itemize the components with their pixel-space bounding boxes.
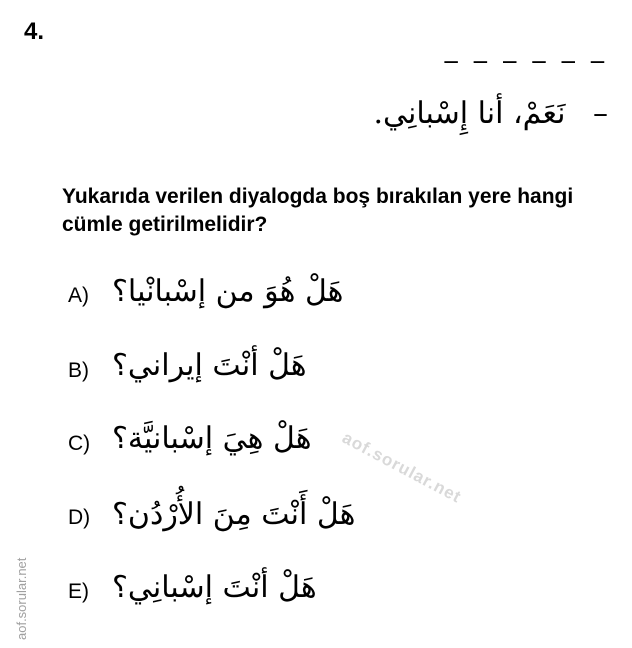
question-number: 4. bbox=[24, 18, 45, 45]
blank-dialog-line: _ _ _ _ _ _ bbox=[444, 34, 608, 64]
option-a-text[interactable]: هَلْ هُوَ من إسْبانْيا؟ bbox=[112, 274, 344, 309]
watermark-side: aof.sorular.net bbox=[14, 557, 29, 640]
option-d-text[interactable]: هَلْ أَنْتَ مِنَ الأُرْدُن؟ bbox=[112, 497, 356, 532]
question-prompt: Yukarıda verilen diyalogda boş bırakılan yere hangi cümle getirilmelidir? bbox=[62, 185, 574, 236]
option-c-text[interactable]: هَلْ هِيَ إسْبانيَّة؟ bbox=[112, 421, 312, 456]
dialog-answer-text: نَعَمْ، أنا إِسْبانِي. bbox=[373, 96, 566, 131]
option-e-letter[interactable]: E) bbox=[68, 580, 89, 603]
option-b-letter[interactable]: B) bbox=[68, 359, 89, 382]
option-a-letter[interactable]: A) bbox=[68, 284, 89, 307]
dialog-answer-line bbox=[374, 96, 608, 131]
option-b-text[interactable]: هَلْ أنْتَ إيراني؟ bbox=[112, 348, 307, 383]
dialog-dash: – bbox=[593, 96, 608, 131]
option-c-letter[interactable]: C) bbox=[68, 432, 91, 455]
option-e-text[interactable]: هَلْ أنْتَ إسْبانِي؟ bbox=[112, 570, 317, 605]
watermark-diagonal: aof.sorular.net bbox=[339, 428, 465, 507]
option-d-letter[interactable]: D) bbox=[68, 506, 91, 529]
